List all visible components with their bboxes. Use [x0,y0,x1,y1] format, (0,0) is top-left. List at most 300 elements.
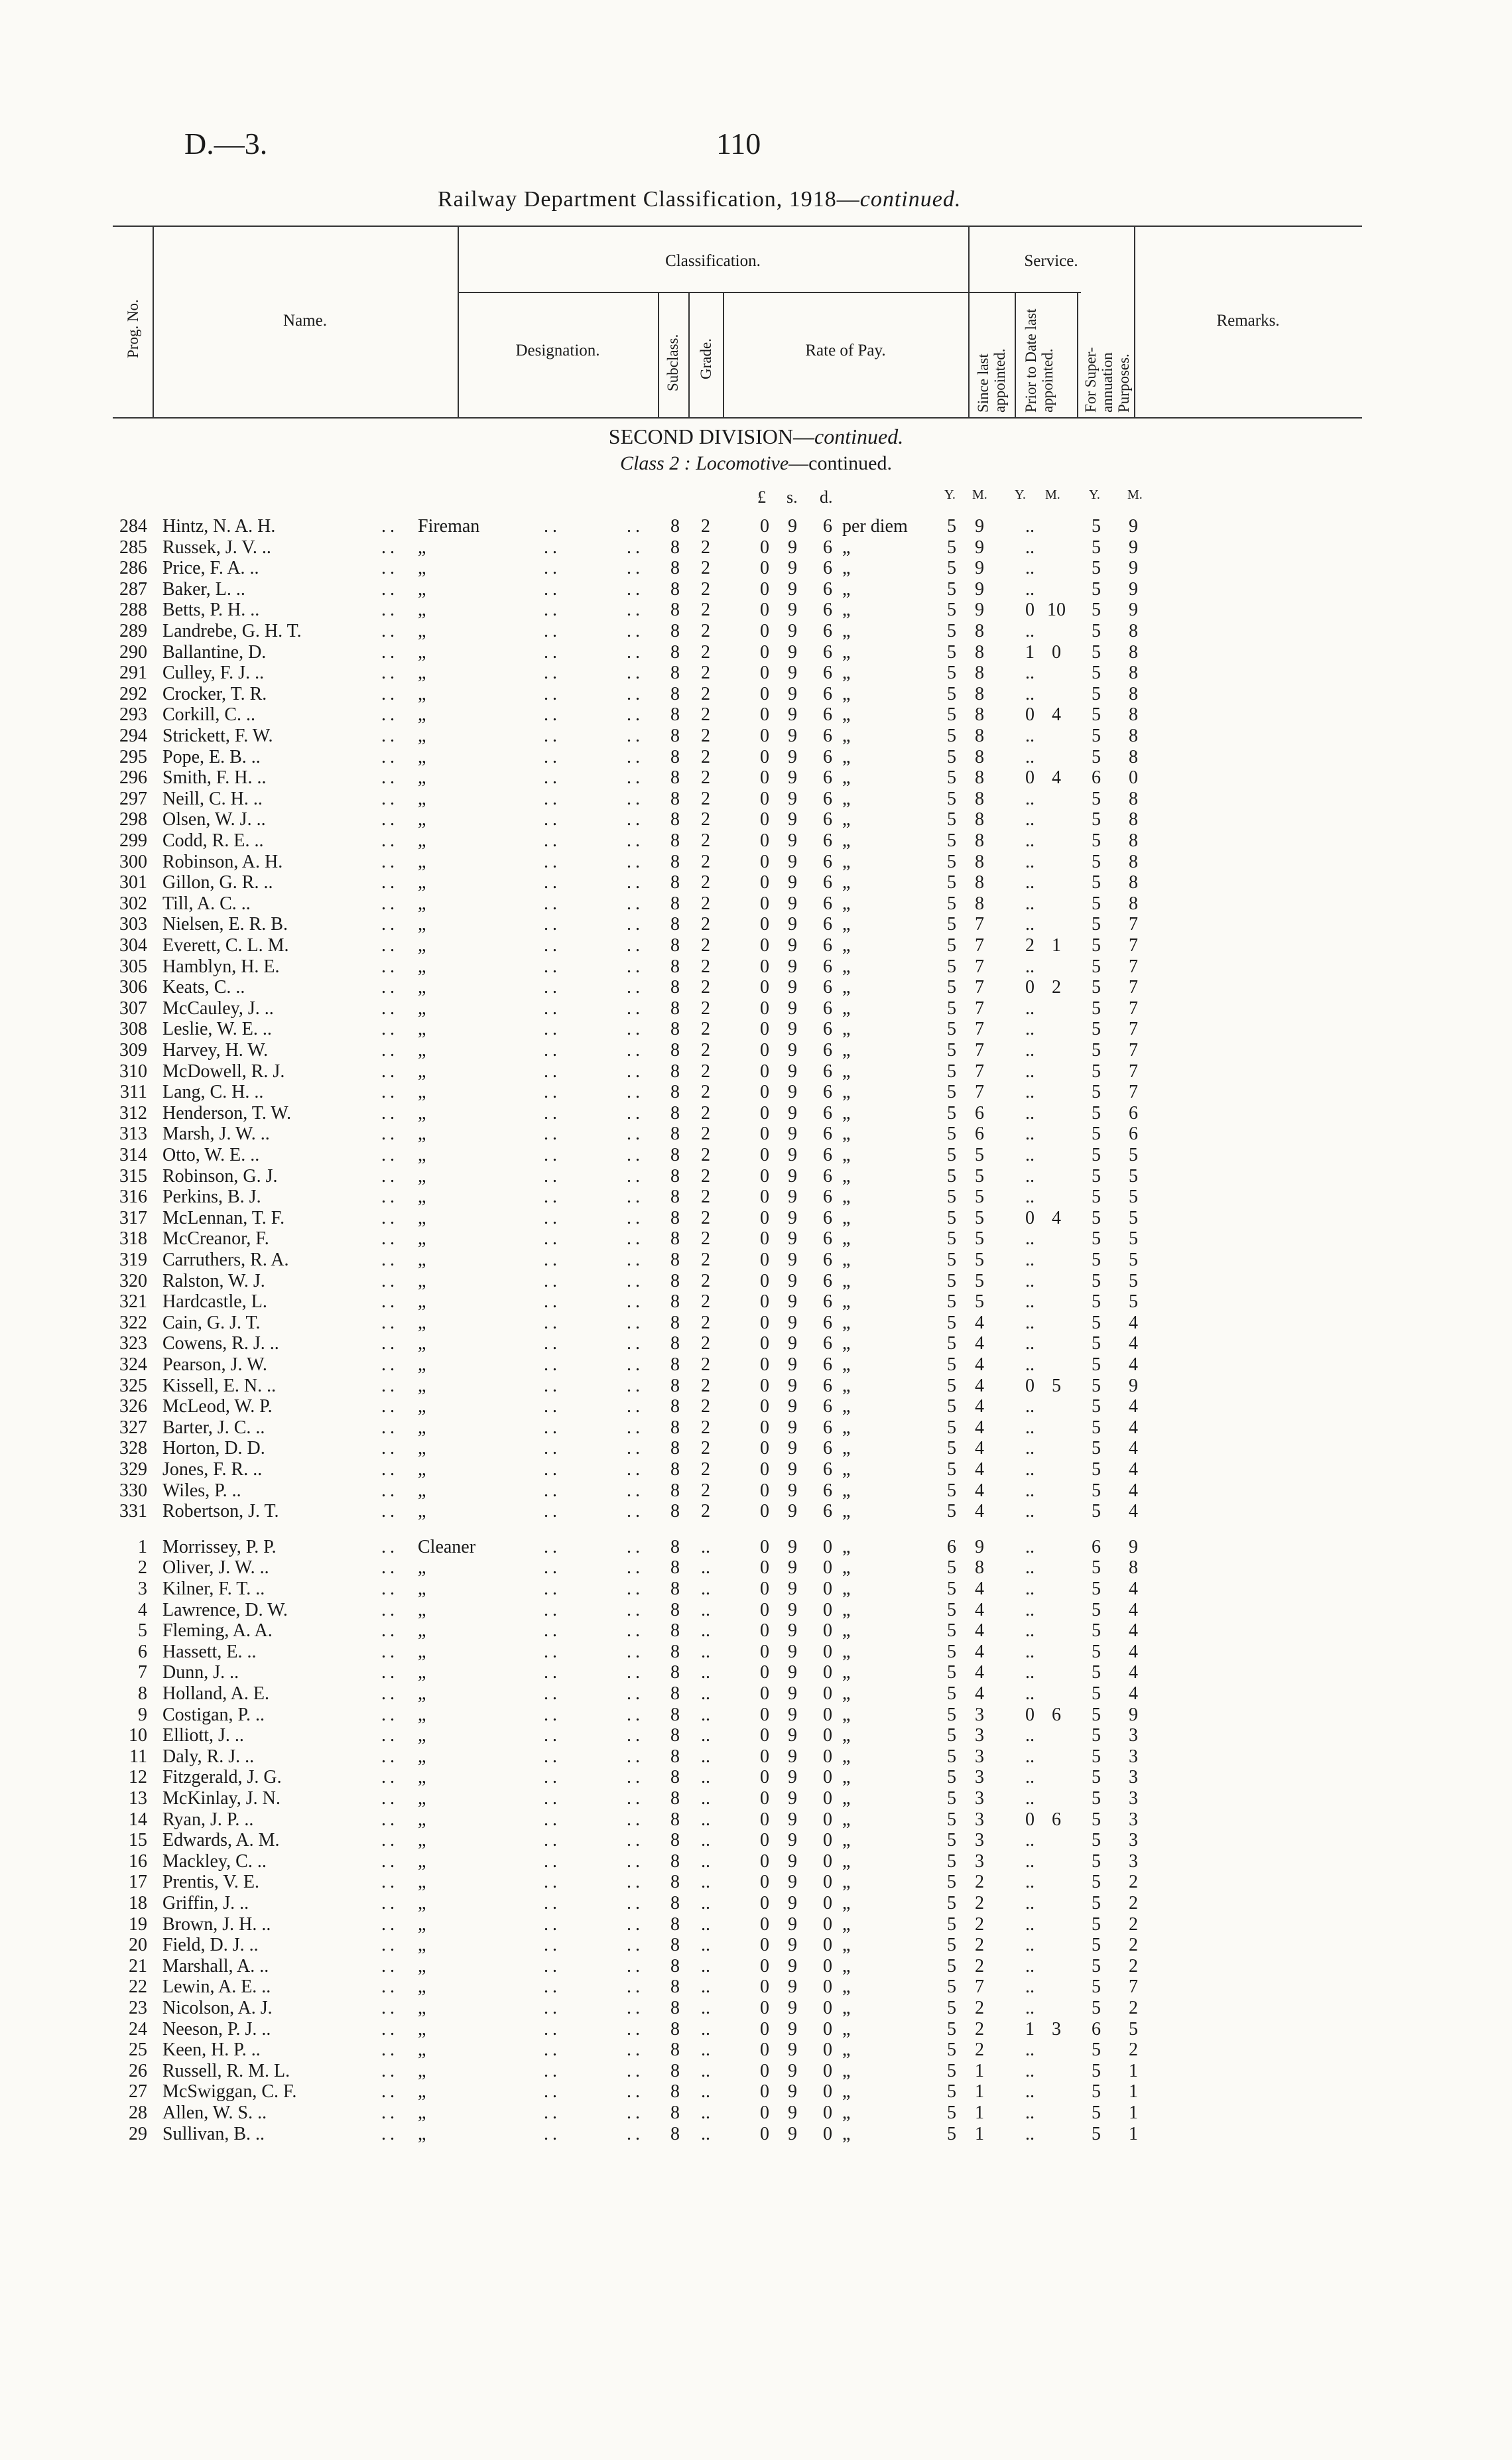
subclass: 8 [670,1207,680,1228]
since-months: 4 [975,1396,984,1417]
unit-pence: d. [820,487,833,507]
pay-pence: 6 [823,809,832,830]
subclass: 8 [670,2060,680,2081]
table-row [0,747,1512,768]
super-months: 3 [1129,1746,1138,1767]
leader-dots: .. [627,1354,644,1375]
designation: „ [418,1620,426,1642]
table-row [0,579,1512,600]
leader-dots: .. [544,600,561,621]
pay-pence: 0 [823,2039,832,2061]
subclass: 8 [670,1019,680,1040]
leader-dots: .. [544,1354,561,1375]
leader-dots: .. [544,2039,561,2061]
pay-shillings: 9 [788,1913,797,1935]
header-prior-to-date: Prior to Date last appointed. [1023,308,1056,413]
pay-shillings: 9 [788,1809,797,1830]
employee-name: Marshall, A. .. [162,1955,269,1976]
prog-no: 4 [138,1599,147,1620]
designation: „ [418,1145,426,1165]
pay-pence: 6 [823,935,832,956]
since-years: 5 [947,1228,956,1250]
grade: 2 [701,1291,710,1313]
since-years: 5 [947,683,956,704]
subclass: 8 [670,1557,680,1579]
leader-dots: .. [381,1893,399,1913]
leader-dots: .. [627,1746,644,1767]
super-months: 7 [1129,1040,1138,1061]
pay-period: „ [842,1998,851,2018]
header-divider [1015,292,1016,417]
table-row [0,767,1512,789]
pay-pounds: 0 [760,1228,769,1250]
grade: 2 [701,558,710,579]
since-years: 5 [947,1250,956,1270]
pay-shillings: 9 [788,1207,797,1228]
grade: 2 [701,1375,710,1396]
leader-dots: .. [627,1976,644,1998]
super-years: 5 [1092,1872,1101,1893]
pay-pounds: 0 [760,1579,769,1599]
pay-shillings: 9 [788,1501,797,1522]
super-months: 2 [1129,2039,1138,2061]
subclass: 8 [670,1872,680,1893]
super-years: 5 [1092,1145,1101,1165]
grade: 2 [701,1459,710,1480]
grade: .. [701,1788,710,1809]
employee-name: Hintz, N. A. H. [162,516,276,537]
leader-dots: .. [381,1102,399,1124]
grade: 2 [701,516,710,537]
prog-no: 24 [129,2018,147,2039]
subclass: 8 [670,1830,680,1851]
leader-dots: .. [381,1620,399,1642]
subclass: 8 [670,1396,680,1417]
leader-dots: .. [381,1228,399,1250]
pay-period: „ [842,726,851,746]
pay-period: „ [842,1333,851,1354]
pay-period: „ [842,767,851,789]
leader-dots: .. [627,2123,644,2144]
super-months: 2 [1129,1893,1138,1913]
subclass: 8 [670,1767,680,1788]
pay-shillings: 9 [788,558,797,579]
grade: 2 [701,1480,710,1501]
pay-pence: 6 [823,1270,832,1291]
super-months: 1 [1129,2123,1138,2144]
pay-pence: 6 [823,1061,832,1082]
leader-dots: .. [381,683,399,704]
super-months: 8 [1129,641,1138,663]
designation: „ [418,1579,426,1599]
pay-pounds: 0 [760,1438,769,1459]
since-months: 8 [975,851,984,872]
prog-no: 316 [119,1187,147,1208]
prior-years: 1 [1025,641,1035,663]
prog-no: 306 [119,977,147,998]
subclass: 8 [670,2081,680,2103]
employee-name: McCauley, J. .. [162,998,274,1019]
grade: 2 [701,1250,710,1270]
pay-period: „ [842,1620,851,1642]
super-months: 4 [1129,1333,1138,1354]
leader-dots: .. [627,1459,644,1480]
super-years: 5 [1092,704,1101,726]
leader-dots: .. [627,998,644,1019]
pay-pence: 6 [823,1145,832,1165]
pay-period: „ [842,1145,851,1165]
employee-name: McKinlay, J. N. [162,1788,281,1809]
pay-pounds: 0 [760,1809,769,1830]
table-row [0,1746,1512,1768]
leader-dots: .. [627,830,644,851]
prior-years: .. [1025,1417,1035,1438]
employee-name: Hardcastle, L. [162,1291,267,1313]
pay-period: „ [842,1438,851,1459]
pay-pounds: 0 [760,788,769,809]
pay-pounds: 0 [760,1102,769,1124]
prior-years: .. [1025,1061,1035,1082]
prior-years: .. [1025,1291,1035,1313]
pay-pounds: 0 [760,1459,769,1480]
pay-pence: 6 [823,893,832,914]
subclass: 8 [670,1501,680,1522]
super-months: 4 [1129,1417,1138,1438]
pay-pounds: 0 [760,767,769,789]
leader-dots: .. [544,1788,561,1809]
since-months: 6 [975,1124,984,1145]
pay-pence: 6 [823,1019,832,1040]
prog-no: 305 [119,956,147,977]
leader-dots: .. [544,683,561,704]
pay-period: „ [842,704,851,726]
pay-pounds: 0 [760,1040,769,1061]
prior-years: .. [1025,746,1035,767]
leader-dots: .. [544,1480,561,1501]
pay-pence: 6 [823,641,832,663]
since-months: 8 [975,641,984,663]
employee-name: Kilner, F. T. .. [162,1579,265,1599]
pay-pounds: 0 [760,1935,769,1956]
since-years: 5 [947,1620,956,1642]
designation: „ [418,621,426,641]
grade: .. [701,2060,710,2081]
leader-dots: .. [544,1417,561,1438]
leader-dots: .. [627,788,644,809]
employee-name: Olsen, W. J. .. [162,809,266,830]
pay-pence: 6 [823,1438,832,1459]
subclass: 8 [670,1040,680,1061]
pay-shillings: 9 [788,2103,797,2123]
since-years: 5 [947,1291,956,1313]
prior-months: 1 [1052,935,1061,956]
leader-dots: .. [627,1375,644,1396]
prog-no: 320 [119,1270,147,1291]
pay-shillings: 9 [788,1767,797,1788]
subclass: 8 [670,1375,680,1396]
pay-period: „ [842,641,851,663]
super-months: 8 [1129,893,1138,914]
pay-pence: 0 [823,1788,832,1809]
super-months: 8 [1129,788,1138,809]
pay-pounds: 0 [760,2060,769,2081]
pay-shillings: 9 [788,1102,797,1124]
super-years: 5 [1092,578,1101,600]
header-super-annuation: For Super-annuation Purposes. [1082,347,1132,413]
leader-dots: .. [381,1998,399,2018]
leader-dots: .. [381,1501,399,1522]
prior-years: .. [1025,2103,1035,2123]
employee-name: Cowens, R. J. .. [162,1333,279,1354]
leader-dots: .. [544,1935,561,1956]
leader-dots: .. [381,1872,399,1893]
unit-prior-months: M. [1045,487,1060,502]
pay-period: „ [842,2018,851,2039]
subclass: 8 [670,1061,680,1082]
subclass: 8 [670,746,680,767]
super-months: 4 [1129,1438,1138,1459]
prior-years: .. [1025,1040,1035,1061]
since-years: 5 [947,621,956,641]
header-top-rule [113,226,1362,227]
leader-dots: .. [627,767,644,789]
super-years: 5 [1092,2103,1101,2123]
employee-name: Otto, W. E. .. [162,1145,260,1165]
super-months: 4 [1129,1480,1138,1501]
grade: 2 [701,621,710,641]
unit-prior-years: Y. [1015,487,1026,502]
pay-pence: 6 [823,998,832,1019]
pay-shillings: 9 [788,1417,797,1438]
pay-period: „ [842,788,851,809]
since-months: 7 [975,935,984,956]
super-months: 4 [1129,1641,1138,1662]
pay-pence: 0 [823,1746,832,1767]
grade: .. [701,1767,710,1788]
pay-period: „ [842,935,851,956]
prior-years: .. [1025,1830,1035,1851]
prog-no: 324 [119,1354,147,1375]
class-name: Locomotive [696,452,789,474]
pay-period: „ [842,851,851,872]
leader-dots: .. [381,1704,399,1725]
super-months: 5 [1129,1250,1138,1270]
leader-dots: .. [544,1830,561,1851]
prior-years: .. [1025,1312,1035,1333]
employee-name: Leslie, W. E. .. [162,1019,272,1040]
pay-shillings: 9 [788,851,797,872]
since-years: 5 [947,1333,956,1354]
since-months: 4 [975,1579,984,1599]
pay-pounds: 0 [760,1683,769,1704]
prior-years: .. [1025,1333,1035,1354]
since-years: 6 [947,1536,956,1557]
prog-no: 7 [138,1662,147,1683]
pay-pounds: 0 [760,2039,769,2061]
prior-years: 0 [1025,1809,1035,1830]
subclass: 8 [670,1976,680,1998]
super-months: 3 [1129,1788,1138,1809]
super-years: 5 [1092,1312,1101,1333]
pay-shillings: 9 [788,1683,797,1704]
leader-dots: .. [381,1935,399,1956]
pay-period: „ [842,578,851,600]
pay-period: „ [842,998,851,1019]
pay-shillings: 9 [788,1228,797,1250]
leader-dots: .. [627,1620,644,1642]
prog-no: 304 [119,935,147,956]
prog-no: 331 [119,1501,147,1522]
prog-no: 329 [119,1459,147,1480]
employee-name: Lewin, A. E. .. [162,1976,271,1998]
super-months: 2 [1129,1872,1138,1893]
super-years: 5 [1092,1935,1101,1956]
prog-no: 321 [119,1291,147,1313]
pay-pence: 0 [823,1955,832,1976]
designation: „ [418,893,426,914]
super-years: 6 [1092,2018,1101,2039]
pay-shillings: 9 [788,956,797,977]
super-months: 8 [1129,746,1138,767]
pay-shillings: 9 [788,1998,797,2018]
header-designation: Designation. [515,342,600,359]
since-years: 5 [947,998,956,1019]
subclass: 8 [670,2018,680,2039]
leader-dots: .. [381,1061,399,1082]
pay-pounds: 0 [760,1333,769,1354]
pay-pounds: 0 [760,1354,769,1375]
since-months: 3 [975,1788,984,1809]
pay-pence: 0 [823,2103,832,2123]
table-row [0,1976,1512,1998]
pay-pence: 6 [823,914,832,935]
prior-years: .. [1025,851,1035,872]
since-months: 7 [975,1040,984,1061]
pay-shillings: 9 [788,1312,797,1333]
super-months: 4 [1129,1683,1138,1704]
since-months: 8 [975,893,984,914]
subclass: 8 [670,1683,680,1704]
super-years: 5 [1092,1746,1101,1767]
pay-pounds: 0 [760,1396,769,1417]
subclass: 8 [670,851,680,872]
pay-period: „ [842,2123,851,2144]
leader-dots: .. [627,663,644,684]
leader-dots: .. [544,1228,561,1250]
since-years: 5 [947,1998,956,2018]
employee-name: Robinson, G. J. [162,1165,278,1187]
subclass: 8 [670,1599,680,1620]
pay-shillings: 9 [788,1040,797,1061]
pay-period: „ [842,1746,851,1767]
leader-dots: .. [544,1207,561,1228]
prog-no: 8 [138,1683,147,1704]
leader-dots: .. [544,1976,561,1998]
pay-shillings: 9 [788,872,797,893]
subclass: 8 [670,1579,680,1599]
pay-period: „ [842,872,851,893]
pay-pounds: 0 [760,1893,769,1913]
pay-period: „ [842,1767,851,1788]
super-years: 5 [1092,1893,1101,1913]
prior-years: .. [1025,2123,1035,2144]
pay-period: „ [842,1061,851,1082]
leader-dots: .. [381,1809,399,1830]
since-months: 9 [975,537,984,558]
grade: .. [701,1557,710,1579]
pay-pence: 6 [823,1250,832,1270]
pay-pounds: 0 [760,641,769,663]
leader-dots: .. [544,726,561,746]
prior-years: 0 [1025,977,1035,998]
grade: .. [701,1850,710,1872]
super-years: 5 [1092,1354,1101,1375]
prog-no: 328 [119,1438,147,1459]
since-months: 2 [975,2039,984,2061]
pay-pence: 6 [823,1480,832,1501]
subclass: 8 [670,2123,680,2144]
table-row [0,1998,1512,2019]
since-years: 5 [947,1501,956,1522]
prior-years: .. [1025,1620,1035,1642]
leader-dots: .. [627,1913,644,1935]
designation: „ [418,914,426,935]
employee-name: McCreanor, F. [162,1228,269,1250]
table-row [0,1354,1512,1376]
since-years: 5 [947,1579,956,1599]
leader-dots: .. [544,956,561,977]
pay-period: „ [842,1579,851,1599]
super-months: 4 [1129,1662,1138,1683]
unit-pound: £ [757,487,766,507]
designation: „ [418,1704,426,1725]
pay-period: „ [842,1704,851,1725]
subclass: 8 [670,1124,680,1145]
subclass: 8 [670,1955,680,1976]
since-years: 5 [947,600,956,621]
subclass: 8 [670,1850,680,1872]
super-years: 5 [1092,683,1101,704]
grade: 2 [701,726,710,746]
prior-years: 0 [1025,1207,1035,1228]
leader-dots: .. [544,1501,561,1522]
designation: „ [418,1935,426,1956]
super-years: 5 [1092,558,1101,579]
pay-shillings: 9 [788,2060,797,2081]
header-divider [1077,292,1078,417]
super-months: 4 [1129,1579,1138,1599]
prog-no: 17 [129,1872,147,1893]
table-row [0,1579,1512,1600]
grade: 2 [701,935,710,956]
leader-dots: .. [544,1438,561,1459]
super-months: 8 [1129,809,1138,830]
prog-no: 14 [129,1809,147,1830]
leader-dots: .. [627,1955,644,1976]
leader-dots: .. [381,1165,399,1187]
designation: „ [418,663,426,684]
subclass: 8 [670,704,680,726]
prior-years: 2 [1025,935,1035,956]
designation: „ [418,558,426,579]
table-row [0,1208,1512,1229]
table-row [0,1166,1512,1187]
leader-dots: .. [544,1312,561,1333]
pay-pounds: 0 [760,1599,769,1620]
since-months: 1 [975,2081,984,2103]
leader-dots: .. [381,1976,399,1998]
pay-shillings: 9 [788,537,797,558]
